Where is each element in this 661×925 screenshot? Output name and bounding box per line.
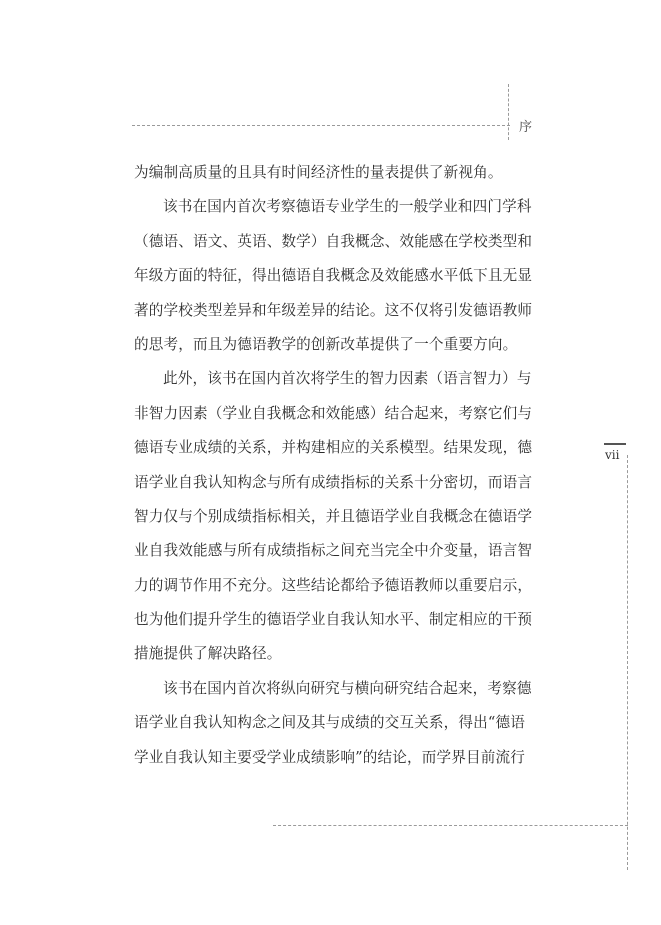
text-line: 力的调节作用不充分。这些结论都给予德语教师以重要启示，: [134, 576, 533, 594]
running-header-label: 序: [519, 120, 533, 135]
text-line: 业自我效能感与所有成绩指标之间充当完全中介变量，语言智: [134, 542, 533, 560]
side-dashed-rule: [627, 455, 628, 870]
text-line: 的思考，而且为德语教学的创新改革提供了一个重要方向。: [134, 335, 518, 353]
text-line: 语学业自我认知构念与所有成绩指标的关系十分密切，而语言: [134, 473, 533, 491]
footer-dashed-rule: [273, 825, 628, 826]
text-line: 措施提供了解决路径。: [134, 645, 282, 663]
text-line: 该书在国内首次将纵向研究与横向研究结合起来，考察德: [163, 679, 532, 697]
text-line: 语学业自我认知构念之间及其与成绩的交互关系，得出“德语: [134, 714, 525, 732]
text-line: 此外，该书在国内首次将学生的智力因素（语言智力）与: [163, 370, 532, 388]
text-line: 也为他们提升学生的德语学业自我认知水平、制定相应的干预: [134, 611, 533, 629]
text-line: 德语专业成绩的关系，并构建相应的关系模型。结果发现，德: [134, 439, 533, 457]
text-line: 该书在国内首次考察德语专业学生的一般学业和四门学科: [163, 198, 532, 216]
text-line: 为编制高质量的且具有时间经济性的量表提供了新视角。: [134, 164, 503, 181]
folio-marker-bar: [604, 443, 626, 445]
header-vertical-rule: [508, 84, 509, 140]
text-line: 著的学校类型差异和年级差异的结论。这不仅将引发德语教师: [134, 301, 533, 319]
body-text: [134, 158, 534, 777]
text-line: 非智力因素（学业自我概念和效能感）结合起来，考察它们与: [134, 404, 533, 422]
text-line: 学业自我认知主要受学业成绩影响”的结论，而学界目前流行: [134, 748, 525, 766]
text-line: （德语、语文、英语、数学）自我概念、效能感在学校类型和: [134, 232, 533, 250]
text-line: 智力仅与个别成绩指标相关，并且德语学业自我概念在德语学: [134, 507, 533, 525]
text-line: 年级方面的特征，得出德语自我概念及效能感水平低下且无显: [134, 267, 533, 285]
page-number: vii: [605, 448, 620, 462]
header-dashed-rule: [132, 125, 510, 126]
